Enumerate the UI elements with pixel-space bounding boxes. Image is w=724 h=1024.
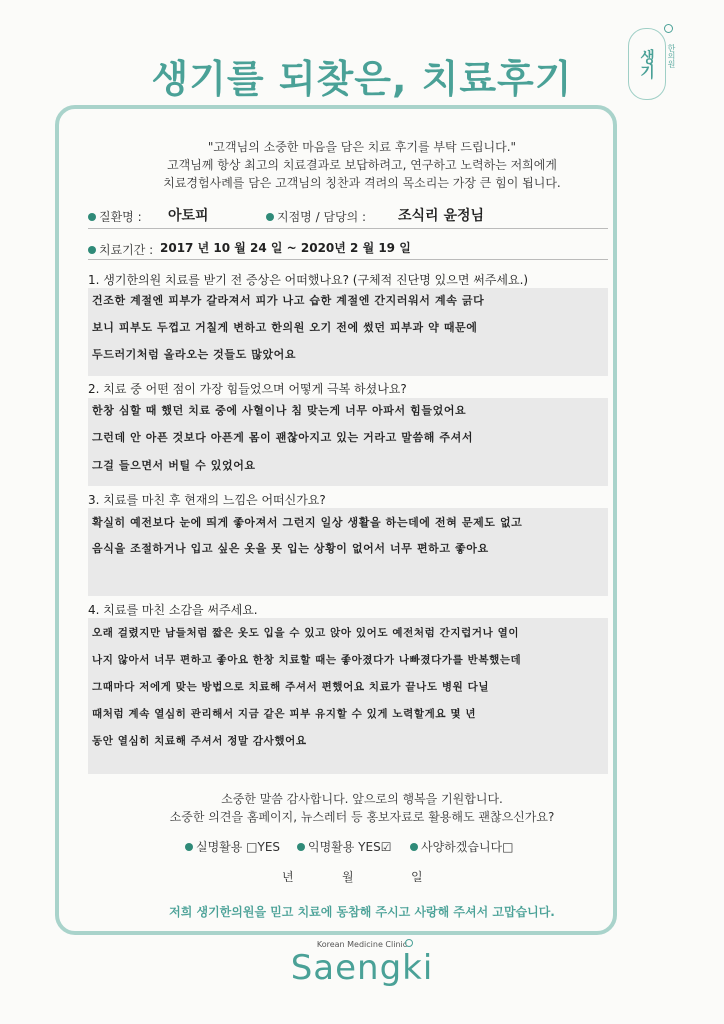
branch-label: 지점명 / 담당의 : (266, 208, 366, 225)
answer-3-line-1: 확실히 예전보다 눈에 띄게 좋아져서 그런지 일상 생활을 하는데에 전혀 문제도 없고 (92, 516, 523, 529)
disease-label: 질환명 : (88, 208, 142, 225)
answer-3-line-2: 음식을 조절하거나 입고 싶은 옷을 못 입는 상황이 없어서 너무 편하고 좋아요 (92, 542, 489, 555)
answer-4-line-4: 때처럼 계속 열심히 관리해서 지금 같은 피부 유지할 수 있게 노력할게요 몇 년 (92, 708, 477, 720)
answer-4-line-3: 그때마다 저에게 맞는 방법으로 치료해 주셔서 편했어요 치료가 끝나도 병원 다닐 (92, 681, 490, 693)
bullet-icon (185, 843, 193, 851)
bullet-icon (88, 213, 96, 221)
question-3: 3. 치료를 마친 후 현재의 느낌은 어떠신가요? (88, 493, 326, 507)
field-underline (88, 259, 608, 260)
consent-decline[interactable]: 사양하겠습니다□ (410, 838, 513, 855)
consent-anonymous[interactable]: 익명활용 YES☑ (297, 838, 391, 855)
disease-value[interactable]: 아토피 (168, 208, 209, 224)
brand-subtitle: Korean Medicine Clinic (316, 940, 408, 949)
date-day[interactable]: 일 (411, 870, 423, 884)
bullet-icon (266, 213, 274, 221)
intro-line-1: "고객님의 소중한 마음을 담은 치료 후기를 부탁 드립니다." (207, 140, 517, 154)
answer-4-line-5: 동안 열심히 치료해 주셔서 정말 감사했어요 (92, 735, 307, 747)
answer-1-line-2: 보니 피부도 두껍고 거칠게 변하고 한의원 오기 전에 썼던 피부과 약 때문에 (92, 321, 478, 334)
question-2: 2. 치료 중 어떤 점이 가장 힘들었으며 어떻게 극복 하셨나요? (88, 382, 407, 396)
page-title: 생기를 되찾은, 치료후기 (151, 57, 573, 101)
answer-2-line-1: 한창 심할 때 했던 치료 중에 사혈이나 침 맞는게 너무 아파서 힘들었어요 (92, 404, 467, 417)
field-underline (88, 228, 608, 229)
answer-1-line-3: 두드러기처럼 올라오는 것들도 많았어요 (92, 348, 297, 361)
period-value[interactable]: 2017 년 10 월 24 일 ~ 2020년 2 월 19 일 (160, 241, 411, 255)
brand-logo-sub: 한의원 (667, 44, 676, 68)
answer-2-line-3: 그걸 들으면서 버틸 수 있었어요 (92, 459, 256, 472)
date-year[interactable]: 년 (282, 870, 294, 884)
brand-logo (628, 28, 666, 100)
answer-1-line-1: 건조한 계절엔 피부가 갈라져서 피가 나고 습한 계절엔 간지러워서 계속 긁다 (92, 294, 485, 307)
bullet-icon (88, 246, 96, 254)
branch-value[interactable]: 조식리 윤정님 (398, 208, 485, 224)
brand-name: Saengki (290, 948, 434, 988)
answer-2-line-2: 그런데 안 아픈 것보다 아픈게 몸이 괜찮아지고 있는 거라고 말씀해 주셔서 (92, 431, 474, 444)
thanks-line-1: 소중한 말씀 감사합니다. 앞으로의 행복을 기원합니다. (221, 792, 503, 806)
thanks-line-2: 소중한 의견을 홈페이지, 뉴스레터 등 홍보자료로 활용해도 괜찮으신가요? (169, 810, 555, 824)
answer-4-line-2: 나지 않아서 너무 편하고 좋아요 한창 치료할 때는 좋아졌다가 나빠졌다가를 반복했는데 (92, 654, 522, 666)
brand-logo-text: 생기 (638, 49, 656, 79)
intro-line-3: 치료경험사례를 담은 고객님의 칭찬과 격려의 목소리는 가장 큰 힘이 됩니다. (163, 176, 561, 190)
logo-dot-icon (664, 24, 673, 33)
consent-real-name[interactable]: 실명활용 □YES (185, 838, 280, 855)
bullet-icon (297, 843, 305, 851)
date-month[interactable]: 월 (342, 870, 354, 884)
footer-message: 저희 생기한의원을 믿고 치료에 동참해 주시고 사랑해 주셔서 고맙습니다. (169, 905, 555, 919)
answer-4-line-1: 오래 걸렸지만 남들처럼 짧은 옷도 입을 수 있고 앉아 있어도 예전처럼 간지럽거나 열이 (92, 627, 520, 639)
bullet-icon (410, 843, 418, 851)
period-label: 치료기간 : (88, 241, 153, 258)
question-1: 1. 생기한의원 치료를 받기 전 증상은 어떠했나요? (구체적 진단명 있으면 써주세요.) (88, 273, 529, 287)
question-4: 4. 치료를 마친 소감을 써주세요. (88, 603, 258, 617)
brand-dot-icon (405, 939, 413, 947)
intro-line-2: 고객님께 항상 최고의 치료결과로 보답하려고, 연구하고 노력하는 저희에게 (167, 158, 557, 172)
